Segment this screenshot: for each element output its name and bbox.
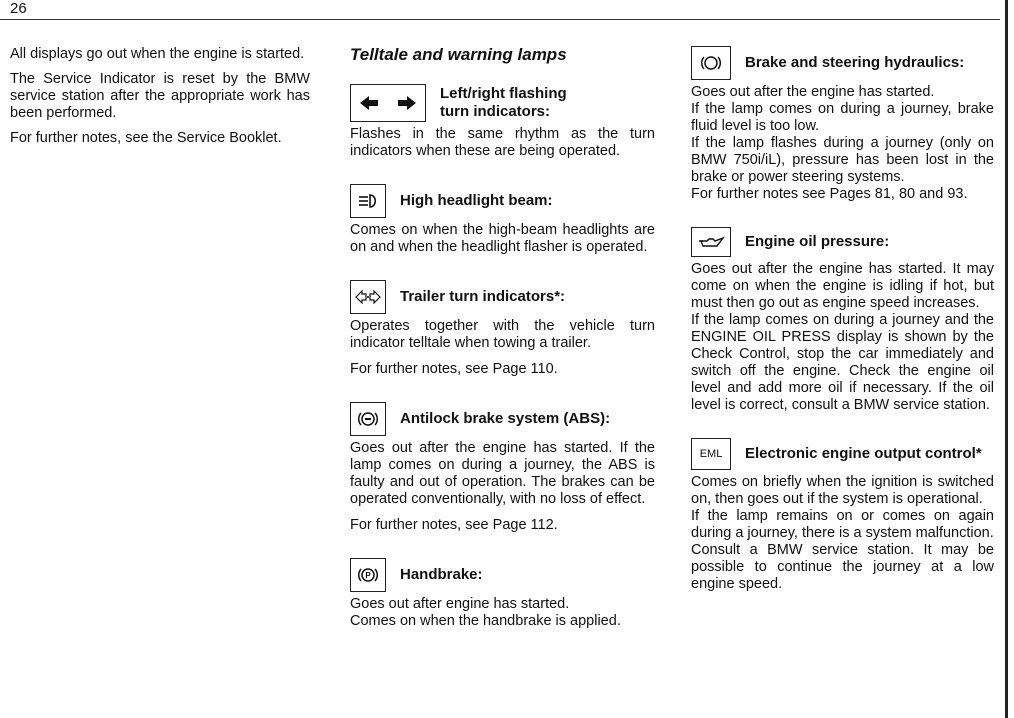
trailer-indicators-heading: Trailer turn indicators*: — [400, 288, 566, 305]
lamp-eml — [691, 438, 994, 593]
lamp-abs — [350, 402, 655, 534]
eml-icon: EML — [691, 438, 731, 470]
oil-pressure-line-2: If the lamp comes on during a journey and the ENGINE OIL PRESS display is shown by the Check Control, stop the car immediately and switch off the engine. Check the engine oil level and add more oil if necessary. If the oil level is correct, consult a BMW service station. — [691, 312, 994, 413]
column-intro — [10, 46, 310, 155]
oil-pressure-line-1: Goes out after the engine has started. It may come on when the engine is idling if hot, but must then go out as engine speed increases. — [691, 261, 994, 311]
high-beam-icon — [350, 184, 386, 218]
intro-paragraph-service-indicator: The Service Indicator is reset by the BMW service station after the appropriate work has been performed. — [10, 71, 310, 121]
trailer-arrows-icon — [350, 280, 386, 314]
abs-note: For further notes, see Page 112. — [350, 517, 558, 533]
turn-indicators-heading: Left/right flashing turn indicators: — [440, 85, 567, 120]
handbrake-icon — [350, 558, 386, 592]
handbrake-heading: Handbrake: — [400, 566, 483, 583]
brake-hydraulics-line-3: If the lamp flashes during a journey (only on BMW 750i/iL), pressure has been lost in the brake or power steering systems. — [691, 135, 994, 185]
lamp-high-beam — [350, 184, 655, 256]
eml-line-2: If the lamp remains on or comes on again during a journey, there is a system malfunction. — [691, 508, 994, 541]
lamp-handbrake — [350, 558, 655, 630]
brake-hydraulics-line-2: If the lamp comes on during a journey, brake fluid level is too low. — [691, 101, 994, 134]
abs-heading: Antilock brake system (ABS): — [400, 410, 611, 427]
eml-heading: Electronic engine output control* — [745, 445, 982, 462]
brake-hydraulics-heading: Brake and steering hydraulics: — [745, 54, 965, 71]
brake-warning-icon — [691, 46, 731, 80]
page-edge-bar — [1005, 0, 1008, 718]
brake-hydraulics-line-1: Goes out after the engine has started. — [691, 84, 935, 100]
high-beam-text: Comes on when the high-beam headlights are on and when the headlight flasher is operated. — [350, 222, 655, 255]
lamp-oil-pressure — [691, 227, 994, 414]
column-telltale-lamps — [350, 46, 655, 630]
brake-hydraulics-line-4: For further notes see Pages 81, 80 and 93. — [691, 186, 968, 202]
oil-can-icon — [691, 227, 731, 257]
column-warning-lamps — [691, 46, 994, 593]
oil-pressure-heading: Engine oil pressure: — [745, 233, 890, 250]
intro-paragraph-further-notes: For further notes, see the Service Booklet. — [10, 130, 282, 146]
svg-text:P: P — [365, 571, 371, 580]
handbrake-text-1: Goes out after engine has started. — [350, 596, 570, 612]
page-number: 26 — [10, 0, 27, 17]
eml-line-3: Consult a BMW service station. It may be possible to continue the journey at a low engine speed. — [691, 542, 994, 592]
handbrake-text-2: Comes on when the handbrake is applied. — [350, 613, 621, 629]
turn-arrows-icon — [350, 84, 426, 122]
lamp-trailer-indicators — [350, 280, 655, 378]
intro-paragraph-displays: All displays go out when the engine is started. — [10, 46, 305, 62]
lamp-turn-indicators — [350, 84, 655, 160]
section-title: Telltale and warning lamps — [350, 45, 567, 64]
trailer-indicators-text: Operates together with the vehicle turn indicator telltale when towing a trailer. — [350, 318, 655, 351]
trailer-indicators-note: For further notes, see Page 110. — [350, 361, 558, 377]
high-beam-heading: High headlight beam: — [400, 192, 553, 209]
abs-icon — [350, 402, 386, 436]
eml-line-1: Comes on briefly when the ignition is switched on, then goes out if the system is operational. — [691, 474, 994, 507]
turn-indicators-text: Flashes in the same rhythm as the turn indicators when these are being operated. — [350, 126, 655, 159]
abs-text: Goes out after the engine has started. If the lamp comes on during a journey, the ABS is faulty and out of operation. The brakes can be operated conventionally, with no loss of effect. — [350, 440, 655, 507]
header-rule — [0, 19, 1000, 20]
lamp-brake-hydraulics — [691, 46, 994, 203]
